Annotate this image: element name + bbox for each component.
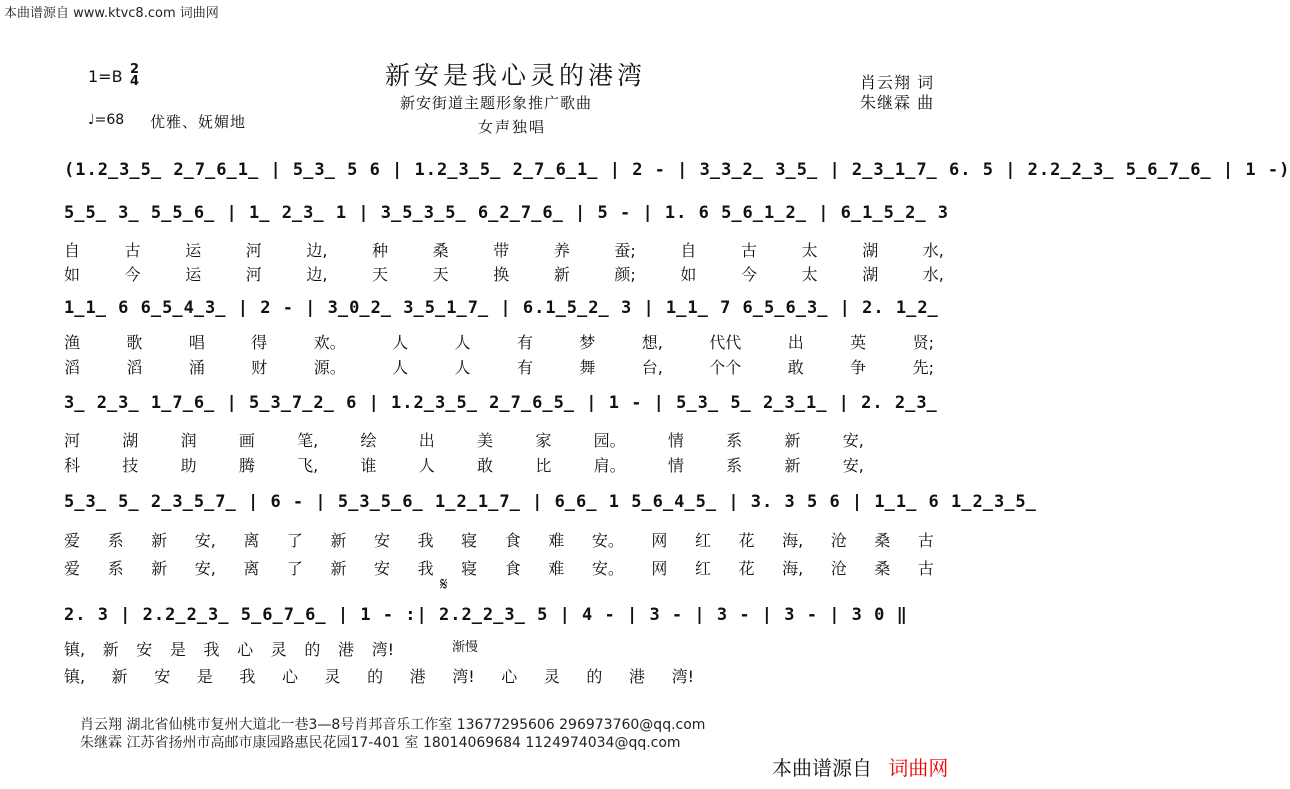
song-subtitle: 新安街道主题形象推广歌曲 — [400, 94, 593, 112]
system-4-lyrics-verse-2: 科 技 助 腾 飞, 谁 人 敢 比 肩。 情 系 新 安, — [64, 456, 864, 475]
composer-credit: 朱继霖 曲 — [860, 93, 935, 112]
expression-marking: 优雅、妩媚地 — [150, 113, 247, 131]
meter-bottom: 4 — [130, 74, 140, 89]
tempo-marking: ♩=68 — [88, 112, 125, 128]
system-3-lyrics-verse-2: 滔 滔 涌 财 源。 人 人 有 舞 台, 个个 敢 争 先; — [64, 358, 934, 377]
system-4-notes: 3̲ 2̲3̲ 1̲7̲6̲ | 5̲3̲7̲2̲ 6 | 1.2̲3̲5̲ 2̲7̲6̲5̲ | 1 - | 5̲3̲ 5̲ 2̲3̲1̲ | 2. 2̲3̲ — [64, 393, 938, 413]
source-badge — [772, 752, 948, 781]
ritardando-marking: 渐慢 — [452, 640, 479, 655]
badge-right-text: 词曲网 — [888, 756, 949, 780]
meter-top: 2 — [130, 62, 140, 77]
system-2-notes: 5̲5̲ 3̲ 5̲5̲6̲ | 1̲ 2̲3̲ 1 | 3̲5̲3̲5̲ 6̲2̲7̲6̲ | 5 - | 1. 6 5̲6̲1̲2̲ | 6̲1̲5̲2̲ 3 — [64, 203, 950, 223]
system-5-notes: 5̲3̲ 5̲ 2̲3̲5̲7̲ | 6 - | 5̲3̲5̲6̲ 1̲2̲1̲7̲ | 6̲6̲ 1 5̲6̲4̲5̲ | 3. 3 5 6 | 1̲1̲ 6 1̲2̲3̲5̲ — [64, 492, 1037, 512]
system-2-lyrics-verse-1: 自 古 运 河 边, 种 桑 带 养 蚕; 自 古 太 湖 水, — [64, 241, 944, 260]
system-4-lyrics-verse-1: 河 湖 润 画 笔, 绘 出 美 家 园。 情 系 新 安, — [64, 431, 864, 450]
system-6-lyrics-verse-2: 镇, 新 安 是 我 心 灵 的 港 湾! 心 灵 的 港 湾! — [64, 667, 694, 686]
lyricist-credit: 肖云翔 词 — [860, 73, 935, 92]
system-3-notes: 1̲1̲ 6 6̲5̲4̲3̲ | 2 - | 3̲0̲2̲ 3̲5̲1̲7̲ | 6.1̲5̲2̲ 3 | 1̲1̲ 7 6̲5̲6̲3̲ | 2. 1̲2̲ — [64, 298, 939, 318]
system-5-lyrics-verse-1: 爱 系 新 安, 离 了 新 安 我 寝 食 难 安。 网 红 花 海, 沧 桑 古 — [64, 531, 934, 550]
system-6-notes: 2. 3 | 2.2̲2̲3̲ 5̲6̲7̲6̲ | 1 - :| 2.2̲2̲3̲ 5 | 4 - | 3 - | 3 - | 3 - | 3 0 ‖ — [64, 605, 908, 625]
system-5-lyrics-verse-2: 爱 系 新 安, 离 了 新 安 我 寝 食 难 安。 网 红 花 海, 沧 桑 古 — [64, 559, 934, 578]
song-title: 新安是我心灵的港湾 — [385, 61, 647, 90]
system-3-lyrics-verse-1: 渔 歌 唱 得 欢。 人 人 有 梦 想, 代代 出 英 贤; — [64, 333, 934, 352]
system-2-lyrics-verse-2: 如 今 运 河 边, 天 天 换 新 颜; 如 今 太 湖 水, — [64, 265, 944, 284]
segno-sign: 𝄋 — [440, 574, 448, 595]
voice-type: 女声独唱 — [478, 118, 547, 136]
badge-left-text: 本曲谱源自 — [772, 756, 872, 780]
time-signature — [130, 64, 139, 88]
system-6-lyrics-verse-1: 镇, 新 安 是 我 心 灵 的 港 湾! — [64, 640, 394, 659]
system-1-notes: (1.2̲3̲5̲ 2̲7̲6̲1̲ | 5̲3̲ 5 6 | 1.2̲3̲5̲ 2̲7̲6̲1̲ | 2 - | 3̲3̲2̲ 3̲5̲ | 2̲3̲1̲7̲ 6. 5 | 2.2̲2̲3̲ 5̲6̲7̲6̲ | 1 -) — [64, 160, 1290, 180]
footer-lyricist-contact: 肖云翔 湖北省仙桃市复州大道北一巷3—8号肖邦音乐工作室 13677295606 296973760@qq.com — [80, 717, 706, 733]
key-signature: 1=B — [88, 67, 123, 86]
footer-composer-contact: 朱继霖 江苏省扬州市高邮市康园路惠民花园17-401 室 18014069684 1124974034@qq.com — [80, 735, 681, 751]
top-watermark: 本曲谱源自 www.ktvc8.com 词曲网 — [4, 6, 219, 21]
